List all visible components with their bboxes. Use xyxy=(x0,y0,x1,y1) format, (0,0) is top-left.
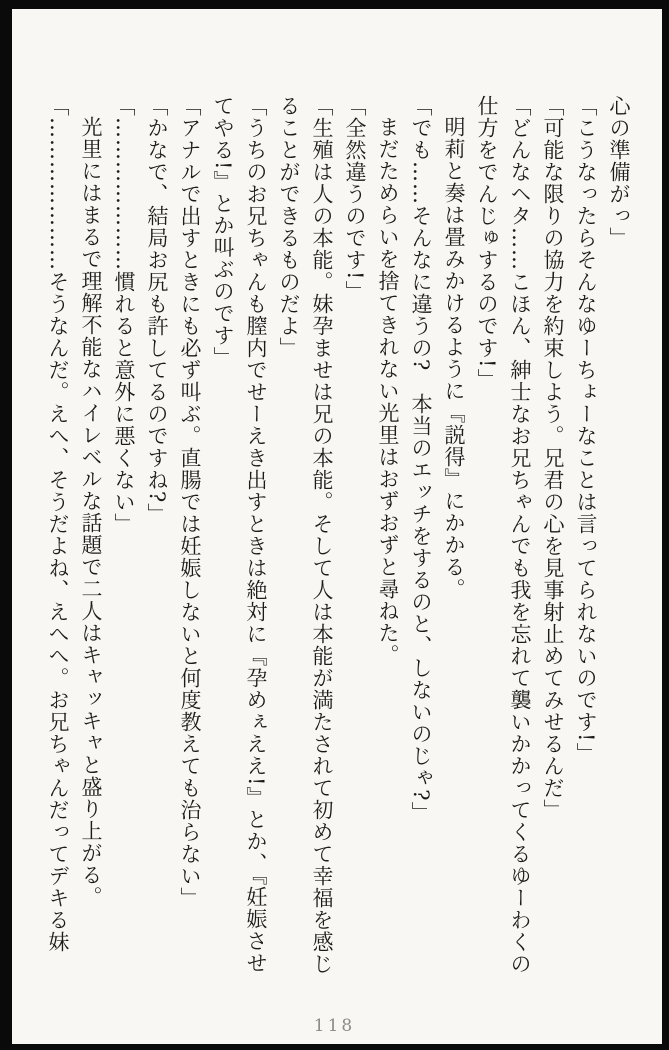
page-number: 118 xyxy=(313,1016,356,1036)
scan-border-left xyxy=(0,0,12,1050)
scan-border-top xyxy=(0,0,669,9)
paragraph: 光里にはまるで理解不能なハイレベルな話題で二人はキャッキャと盛り上がる。 xyxy=(79,116,103,908)
paragraph: 「生殖は人の本能。妹孕ませは兄の本能。そして人は本能が満たされて初めて幸福を感じることができるものだよ」 xyxy=(277,95,334,975)
paragraph: 「…………………慣れると意外に悪くない」 xyxy=(112,95,136,535)
paragraph: 「アナルで出すときにも必ず叫ぶ。直腸では妊娠しないと何度教えても治らない」 xyxy=(178,95,202,909)
paragraph: 「こうなったらそんなゆーちょーなことは言ってられないのです!」 xyxy=(574,95,598,765)
paragraph: 明莉と奏は畳みかけるように『説得』にかかる。 xyxy=(442,116,466,600)
scan-border-bottom xyxy=(0,1044,669,1050)
paragraph: 「可能な限りの協力を約束しよう。兄君の心を見事射止めてみせるんだ」 xyxy=(541,95,565,821)
paragraph: 「かなで、結局お尻も許してるのですね?」 xyxy=(145,95,169,526)
paragraph: まだためらいを捨てきれない光里はおずおずと尋ねた。 xyxy=(376,116,400,666)
paragraph: 「全然違うのです!」 xyxy=(343,95,367,303)
paragraph: 「うちのお兄ちゃんも膣内でせーえき出すときは絶対に『孕めぇええ!』とか、『妊娠させてやる!』とか叫ぶのです」 xyxy=(211,95,268,974)
paragraph: 「どんなヘタ……こほん、紳士なお兄ちゃんでも我を忘れて襲いかかってくるゆーわくの仕方をでんじゅするのです!」 xyxy=(475,95,532,975)
paragraph: 心の準備がっ」 xyxy=(607,95,631,249)
paragraph: 「…………………そうなんだ。えへ、そうだよね、えへへ。お兄ちゃんだってデキる妹 xyxy=(46,95,70,953)
scan-border-right xyxy=(662,0,669,1050)
paragraph: 「でも……そんなに違うの? 本当のエッチをするのと、しないのじゃ?」 xyxy=(409,95,433,824)
vertical-text-block xyxy=(41,95,635,987)
